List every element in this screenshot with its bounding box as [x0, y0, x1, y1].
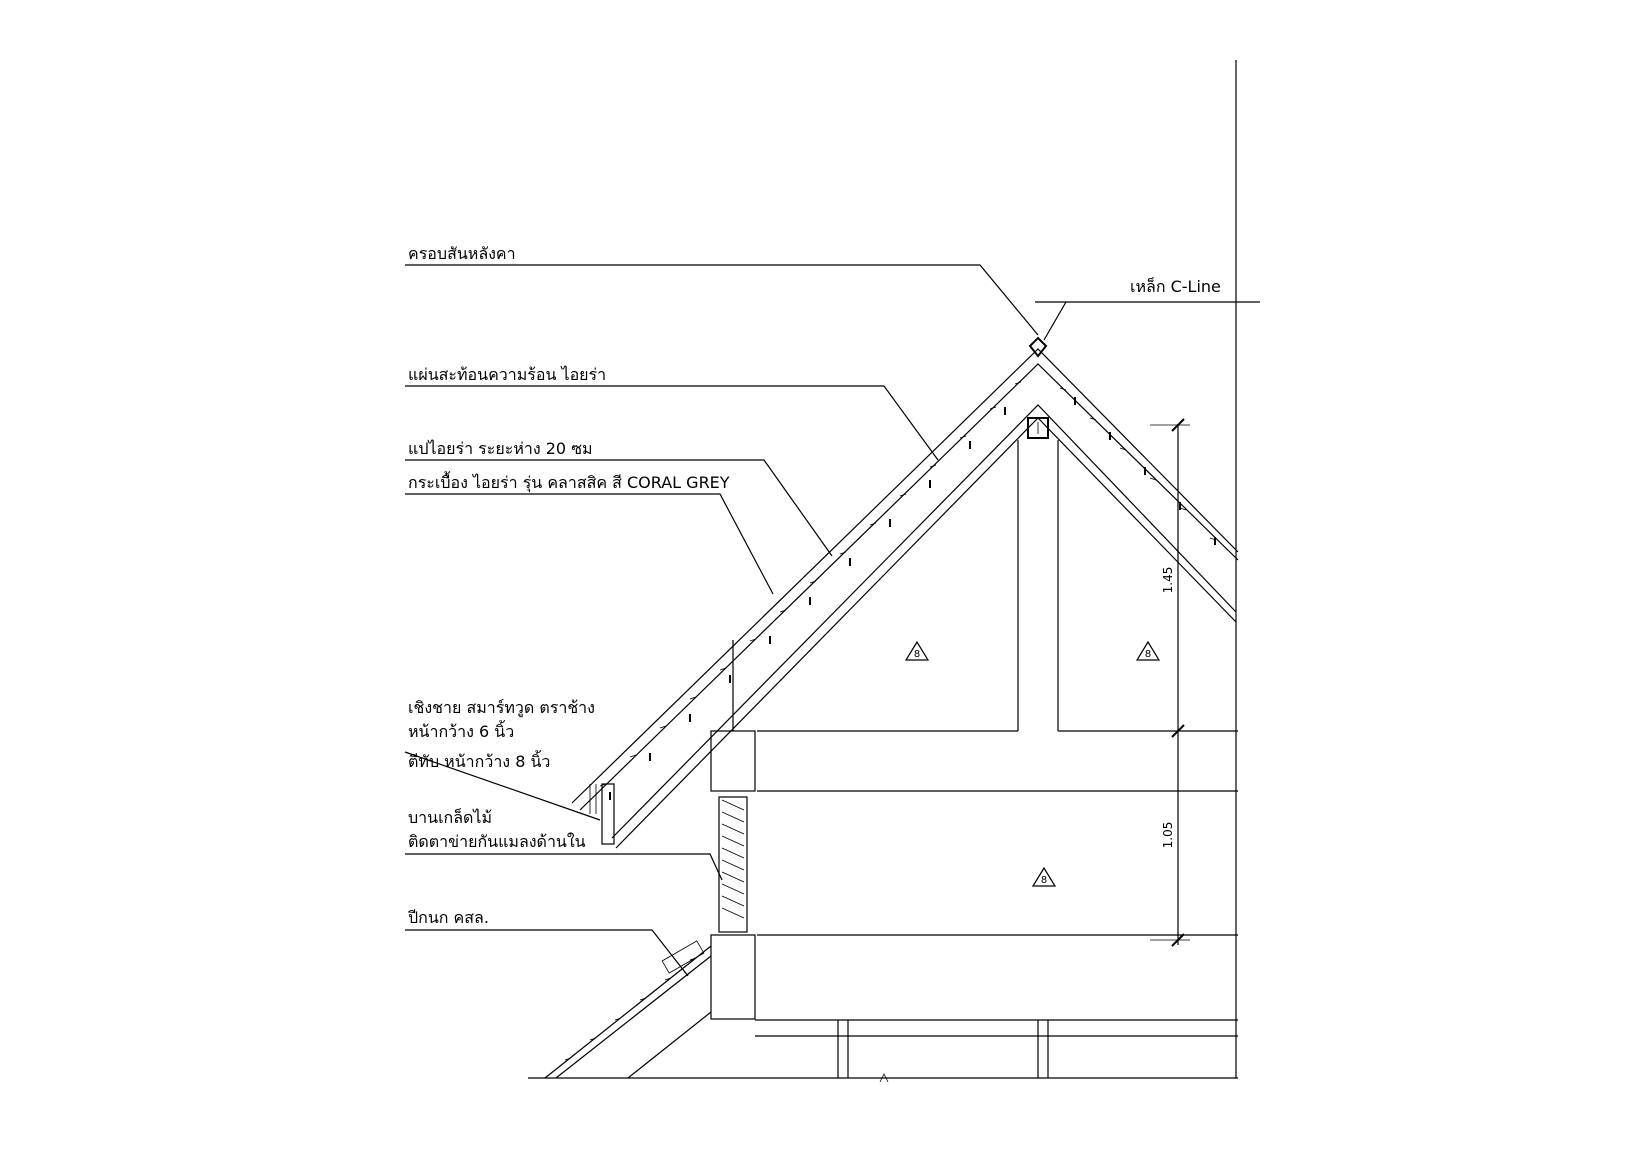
room-tag-1-text: 8	[913, 649, 921, 660]
room-tags	[906, 642, 1159, 886]
label-fascia-1: เชิงชาย สมาร์ทวูด ตราช้าง	[408, 698, 595, 717]
room-tag-3-text: 8	[1040, 875, 1048, 886]
label-tile: กระเบื้อง ไอยร่า รุ่น คลาสสิค สี CORAL GREY	[408, 473, 730, 492]
reference-lines	[1035, 60, 1260, 1078]
annotations	[408, 244, 1221, 927]
label-c-line: เหล็ก C-Line	[1130, 277, 1221, 296]
label-purlin: แปไอยร่า ระยะห่าง 20 ซม	[408, 439, 593, 458]
label-fascia-2: หน้ากว้าง 6 นิ้ว	[408, 722, 515, 741]
label-eave: ปีกนก คสล.	[408, 908, 489, 927]
room-tag-3	[1033, 868, 1055, 886]
dimension-line	[1150, 419, 1190, 946]
room-tag-2-text: 8	[1144, 649, 1152, 660]
label-ridge-cap: ครอบสันหลังคา	[408, 244, 516, 263]
dim-upper: 1.45	[1161, 566, 1175, 594]
room-tag-1	[906, 642, 928, 660]
label-louver-2: ติดตาข่ายกันแมลงด้านใน	[408, 832, 586, 851]
room-tag-2	[1137, 642, 1159, 660]
dim-lower: 1.05	[1161, 821, 1175, 849]
label-louver-1: บานเกล็ดไม้	[408, 808, 493, 827]
walls	[590, 440, 1238, 1019]
label-heat-sheet: แผ่นสะท้อนความร้อน ไอยร่า	[408, 365, 607, 384]
label-batten: ตีทับ หน้ากว้าง 8 นิ้ว	[408, 752, 551, 771]
lower-eave	[528, 941, 1238, 1082]
